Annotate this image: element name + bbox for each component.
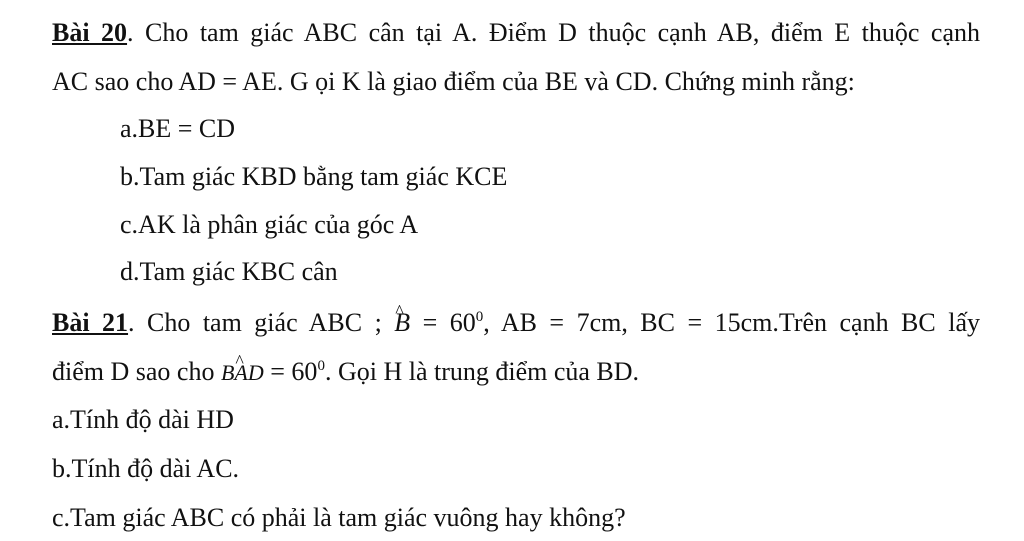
bai21-line-1 — [52, 308, 980, 338]
bai20-text-1: . Cho tam giác ABC cân tại A. Điểm D thuộc cạnh AB, điểm E thuộc cạnh — [127, 18, 980, 47]
bai21-item-b: b.Tính độ dài AC. — [52, 454, 240, 483]
bai21-text-2a: điểm D sao cho — [52, 357, 221, 386]
bai21-text-1b: = 60 — [410, 308, 476, 337]
bai20-item-d: d.Tam giác KBC cân — [120, 257, 338, 286]
bai21-item-a: a.Tính độ dài HD — [52, 405, 234, 434]
bai20-label: Bài 20 — [52, 18, 128, 47]
bai20-item-c: c.AK là phân giác của góc A — [120, 210, 419, 239]
angle-bad-d: D — [247, 360, 264, 385]
bai21-text-1a: . Cho tam giác ABC ; — [128, 308, 395, 337]
bai21-text-1c: , AB = 7cm, BC = 15cm.Trên cạnh BC lấy — [483, 308, 980, 337]
degree-superscript-1: 0 — [475, 309, 484, 325]
angle-bad-b: B — [220, 360, 235, 385]
bai21-text-2b: = 60 — [263, 357, 318, 386]
bai20-line-2: AC sao cho AD = AE. G ọi K là giao điểm của BE và CD. Chứng minh rằng: — [52, 67, 855, 96]
bai20-item-a: a.BE = CD — [120, 114, 236, 143]
bai20-line-1 — [52, 18, 980, 48]
angle-b-symbol: ^ B — [394, 308, 410, 338]
bai20-item-b: b.Tam giác KBD bằng tam giác KCE — [120, 162, 508, 191]
bai21-text-2c: . Gọi H là trung điểm của BD. — [324, 357, 640, 386]
angle-bad-a: ^ A — [234, 358, 247, 388]
bai21-label: Bài 21 — [52, 308, 129, 337]
bai21-item-c: c.Tam giác ABC có phải là tam giác vuông hay không? — [52, 503, 626, 532]
degree-superscript-2: 0 — [317, 358, 325, 374]
bai21-line-2 — [52, 357, 639, 388]
angle-bad-symbol — [221, 360, 264, 385]
